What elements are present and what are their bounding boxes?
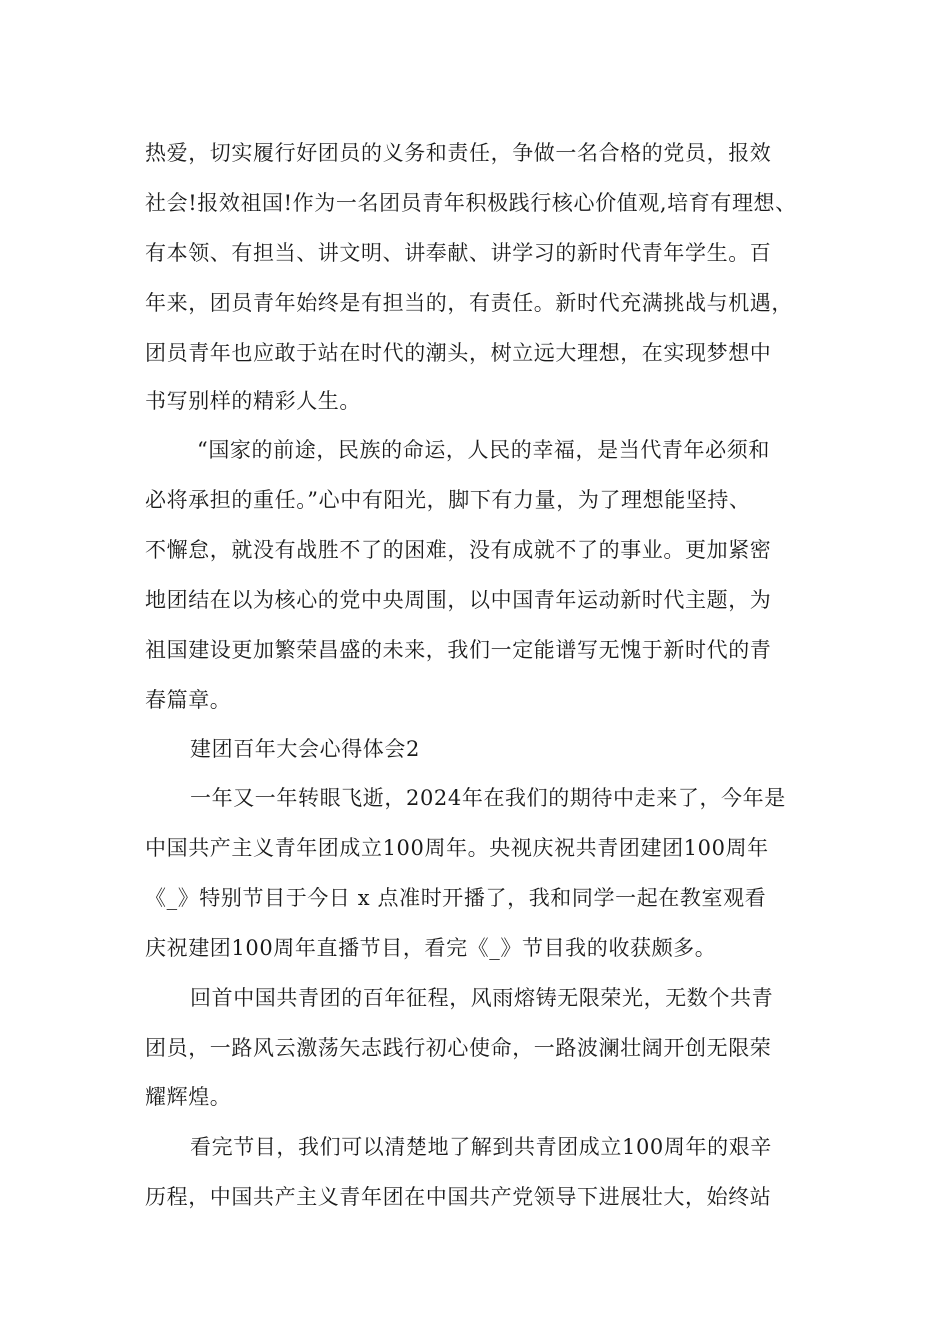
text-line: 耀辉煌。 [145, 1085, 232, 1109]
text-line: 看完节目，我们可以清楚地了解到共青团成立100周年的艰辛 [190, 1135, 772, 1159]
text-line: 年来，团员青年始终是有担当的，有责任。新时代充满挑战与机遇， [145, 291, 793, 315]
text-line: 回首中国共青团的百年征程，风雨熔铸无限荣光，无数个共青 [190, 986, 774, 1010]
section-heading: 建团百年大会心得体会2 [190, 737, 420, 761]
text-line: 有本领、有担当、讲文明、讲奉献、讲学习的新时代青年学生。百 [145, 241, 772, 265]
text-line: 社会!报效祖国!作为一名团员青年积极践行核心价值观,培育有理想、 [145, 191, 797, 215]
text-line: 热爱，切实履行好团员的义务和责任，争做一名合格的党员，报效 [145, 141, 772, 165]
text-line: 《_》特别节目于今日 x 点准时开播了，我和同学一起在教室观看 [145, 886, 767, 910]
text-line: 祖国建设更加繁荣昌盛的未来，我们一定能谱写无愧于新时代的青 [145, 638, 772, 662]
text-line: 必将承担的重任。”心中有阳光，脚下有力量，为了理想能坚持、 [145, 488, 751, 512]
text-line: 历程，中国共产主义青年团在中国共产党领导下进展壮大，始终站 [145, 1185, 772, 1209]
text-line: 团员，一路风云激荡矢志践行初心使命，一路波澜壮阔开创无限荣 [145, 1036, 772, 1060]
text-line: 中国共产主义青年团成立100周年。央视庆祝共青团建团100周年 [145, 836, 769, 860]
text-line: “国家的前途，民族的命运，人民的幸福，是当代青年必须和 [197, 438, 770, 462]
text-line: 庆祝建团100周年直播节目，看完《_》节目我的收获颇多。 [145, 936, 717, 960]
text-line: 春篇章。 [145, 688, 232, 712]
text-line: 一年又一年转眼飞逝，2024年在我们的期待中走来了，今年是 [190, 786, 786, 810]
text-line: 地团结在以为核心的党中央周围，以中国青年运动新时代主题，为 [145, 588, 772, 612]
text-line: 不懈怠，就没有战胜不了的困难，没有成就不了的事业。更加紧密 [145, 538, 772, 562]
text-line: 团员青年也应敢于站在时代的潮头，树立远大理想，在实现梦想中 [145, 341, 772, 365]
text-line: 书写别样的精彩人生。 [145, 389, 361, 413]
